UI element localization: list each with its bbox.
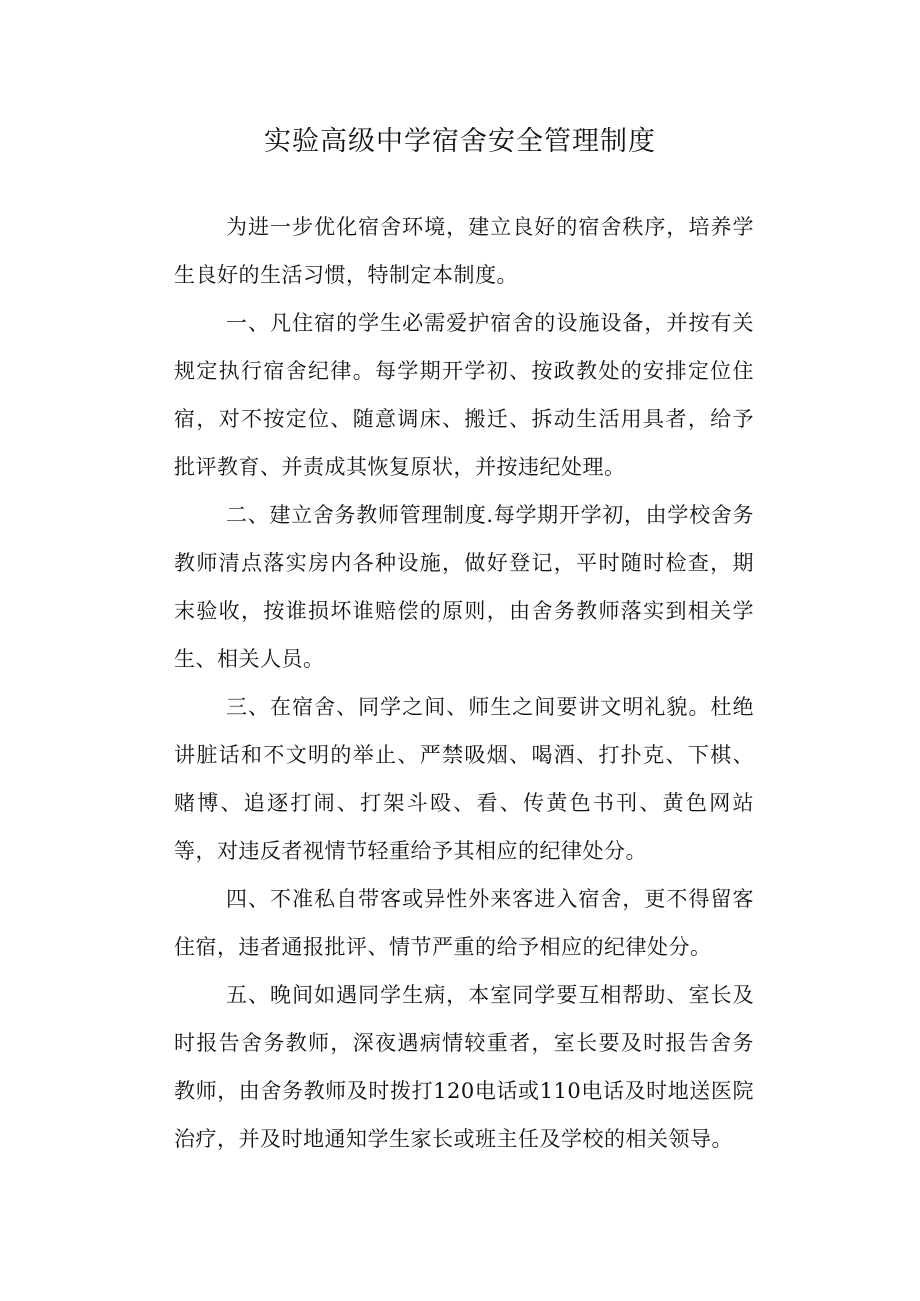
document-body [174, 203, 754, 1163]
rule-paragraph-1: 一、凡住宿的学生必需爱护宿舍的设施设备，并按有关规定执行宿舍纪律。每学期开学初、按政教处的安排定位住宿，对不按定位、随意调床、搬迁、拆动生活用具者，给予批评教育、并责成其恢复原状，并按违纪处理。 [174, 311, 754, 479]
rule-paragraph-2: 二、建立舍务教师管理制度.每学期开学初，由学校舍务教师清点落实房内各种设施，做好登记，平时随时检查，期末验收，按谁损坏谁赔偿的原则，由舍务教师落实到相关学生、相关人员。 [174, 503, 754, 671]
rule-paragraph-3: 三、在宿舍、同学之间、师生之间要讲文明礼貌。杜绝讲脏话和不文明的举止、严禁吸烟、喝酒、打扑克、下棋、赌博、追逐打闹、打架斗殴、看、传黄色书刊、黄色网站等，对违反者视情节轻重给予其相应的纪律处分。 [174, 695, 754, 863]
rule-paragraph-4: 四、不准私自带客或异性外来客进入宿舍，更不得留客住宿，违者通报批评、情节严重的给予相应的纪律处分。 [174, 887, 754, 959]
document-title: 实验高级中学宿舍安全管理制度 [264, 126, 656, 157]
rule-paragraph-5: 五、晚间如遇同学生病，本室同学要互相帮助、室长及时报告舍务教师，深夜遇病情较重者，室长要及时报告舍务教师，由舍务教师及时拨打120电话或110电话及时地送医院治疗，并及时地通知学生家长或班主任及学校的相关领导。 [174, 983, 754, 1151]
intro-paragraph: 为进一步优化宿舍环境，建立良好的宿舍秩序，培养学生良好的生活习惯，特制定本制度。 [174, 215, 754, 287]
